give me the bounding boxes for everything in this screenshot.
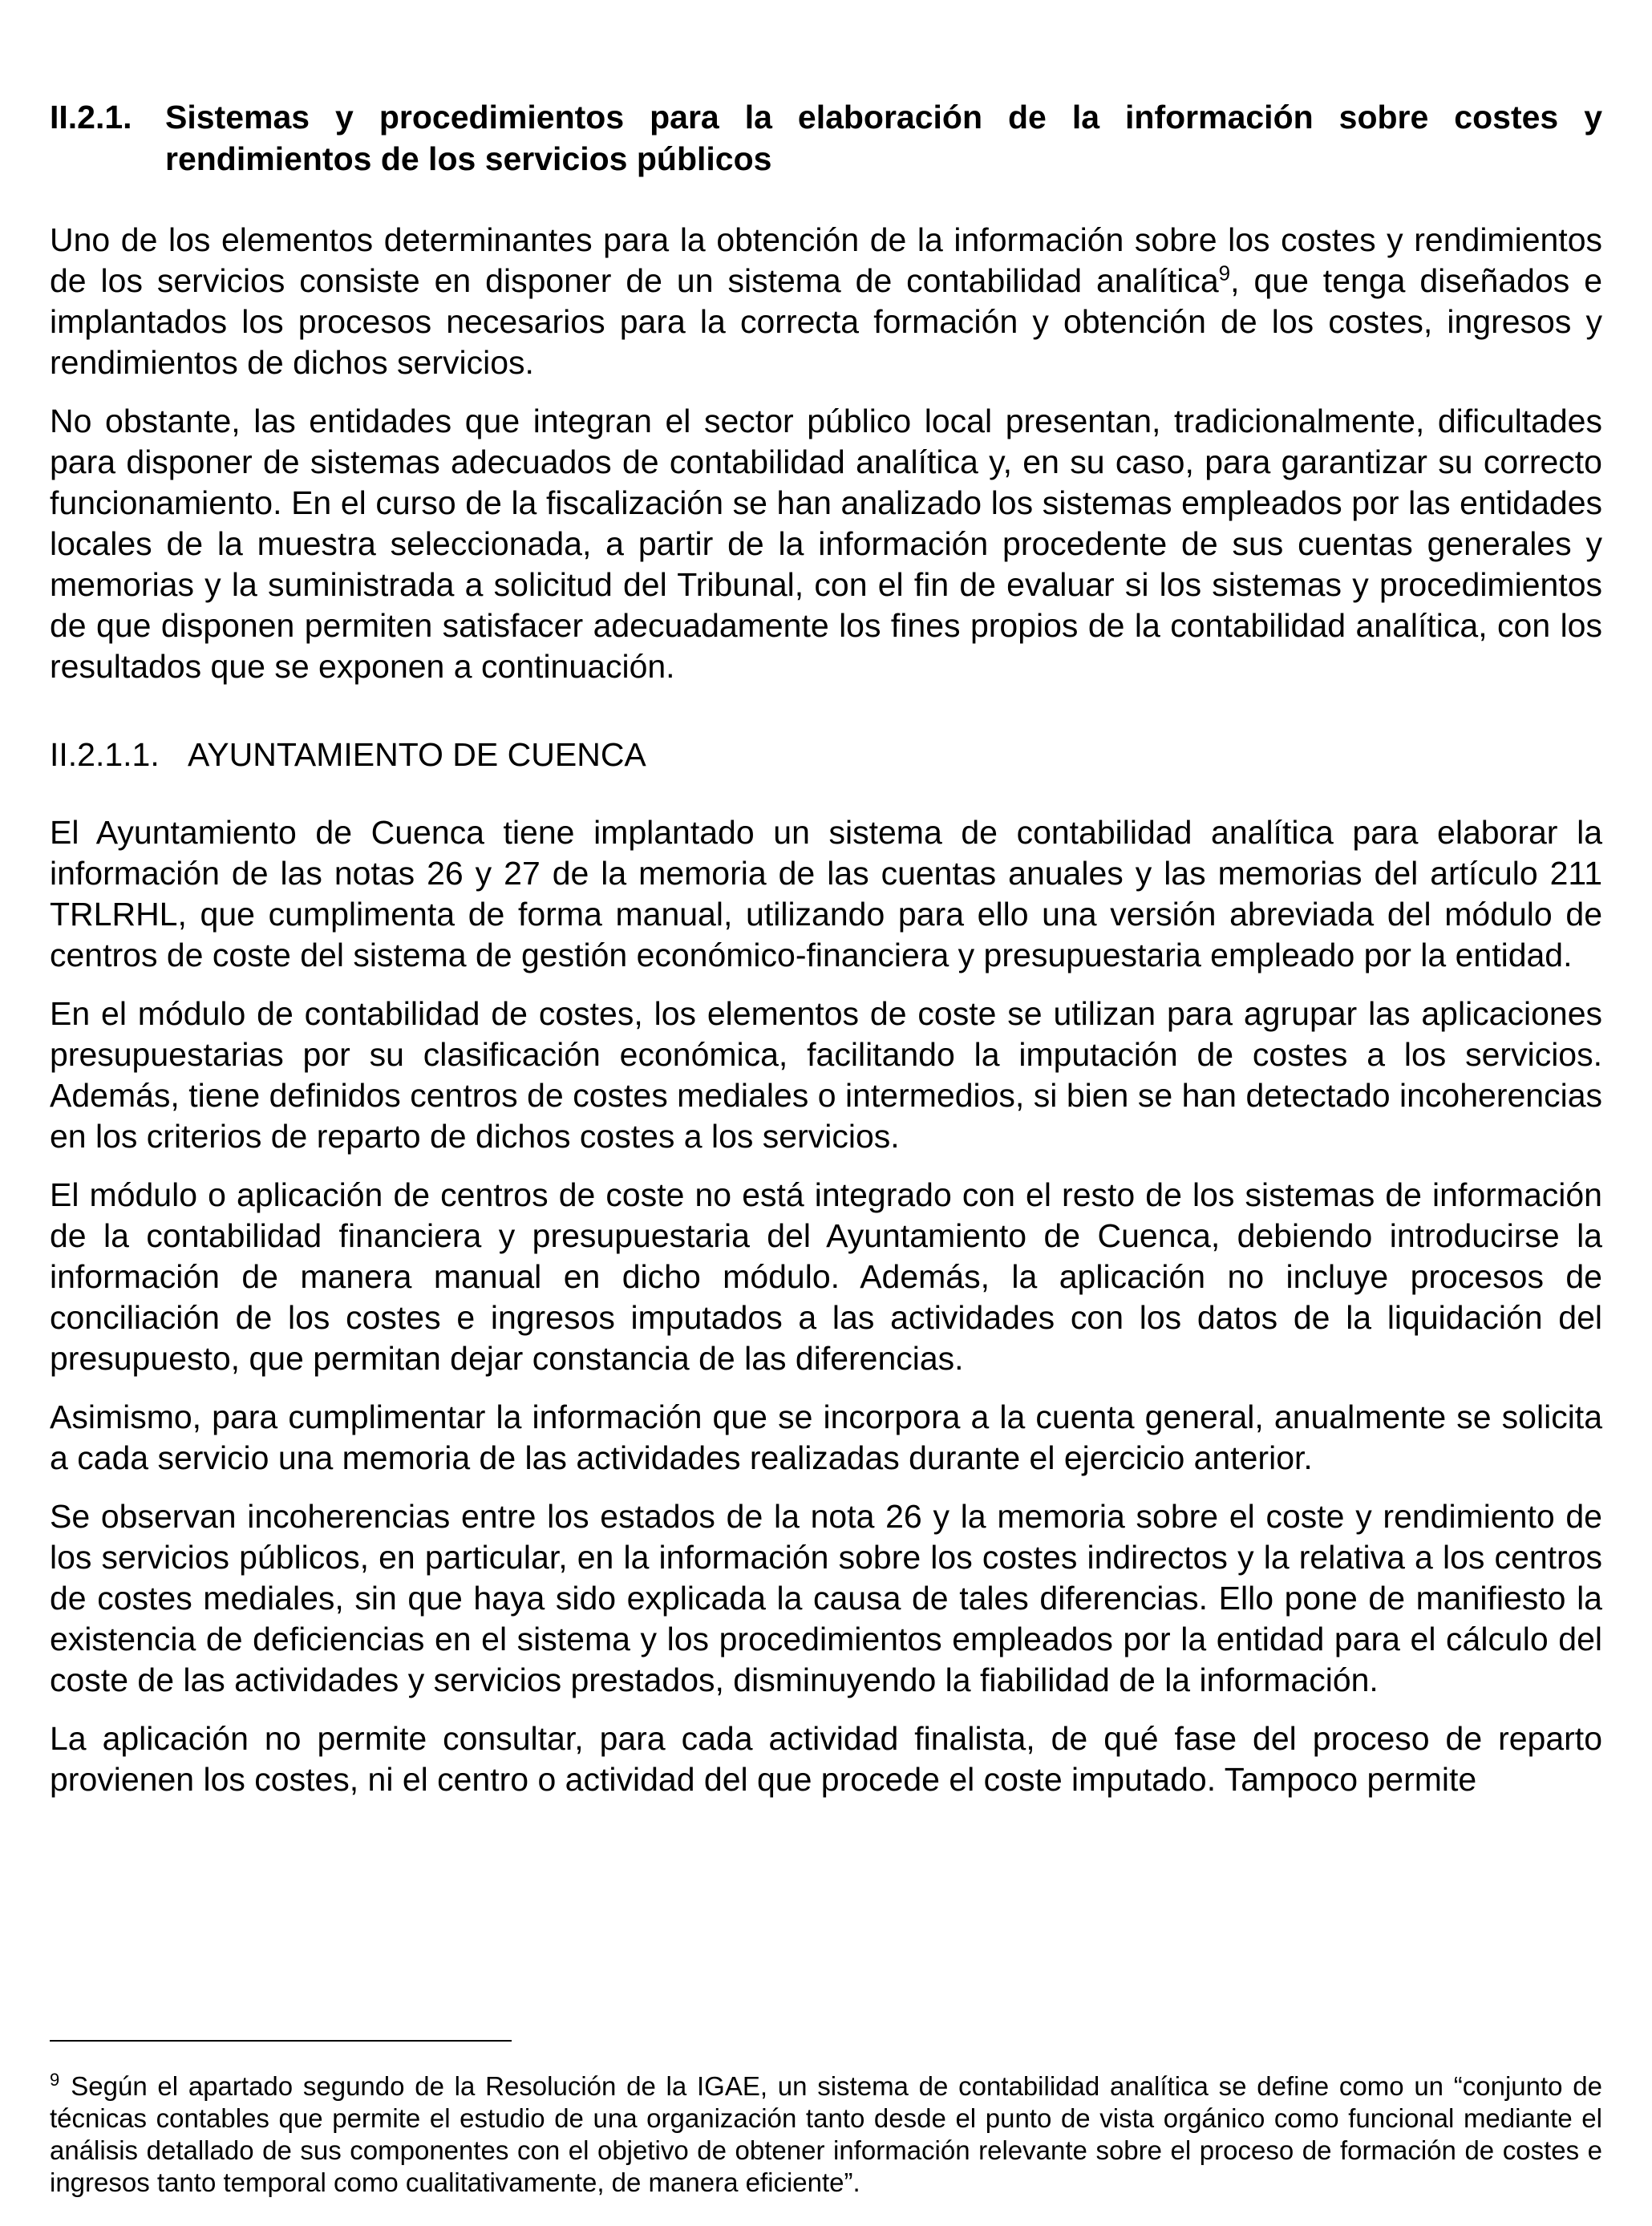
footnote-divider bbox=[50, 2040, 512, 2042]
footnote-marker: 9 bbox=[50, 2070, 60, 2090]
subsection-title: AYUNTAMIENTO DE CUENCA bbox=[188, 736, 646, 773]
body-paragraph: Asimismo, para cumplimentar la información que se incorpora a la cuenta general, anualmente se solicita a cada servicio una memoria de las actividades realizadas durante el ejercicio anterior. bbox=[50, 1398, 1602, 1476]
body-paragraph: En el módulo de contabilidad de costes, los elementos de coste se utilizan para agrupar las aplicaciones presupuestarias por su clasificación económica, facilitando la imputación de costes a los servicios. Además, tiene definidos centros de costes mediales o intermedios, si bien se han detectado incoherencias en los criterios de reparto de dichos costes a los servicios. bbox=[50, 995, 1602, 1155]
document-page bbox=[50, 96, 1602, 1818]
subsection-number: II.2.1.1. bbox=[50, 736, 160, 773]
section-title: Sistemas y procedimientos para la elaboración de la información sobre costes y rendimientos de los servicios públicos bbox=[165, 99, 1602, 177]
intro-paragraph-1-text: Uno de los elementos determinantes para la obtención de la información sobre los costes y rendimientos de los servicios consiste en disponer de un sistema de contabilidad analítica bbox=[50, 221, 1602, 299]
intro-paragraph-1 bbox=[50, 220, 1602, 383]
footnote-reference[interactable]: 9 bbox=[1218, 261, 1231, 285]
intro-paragraph-2: No obstante, las entidades que integran el sector público local presentan, tradicionalmente, dificultades para disponer de sistemas adecuados de contabilidad analítica y, en su caso, para garantizar su correcto funcionamiento. En el curso de la fiscalización se han analizado los sistemas empleados por las entidades locales de la muestra seleccionada, a partir de la información procedente de sus cuentas generales y memorias y la suministrada a solicitud del Tribunal, con el fin de evaluar si los sistemas y procedimientos de que disponen permiten satisfacer adecuadamente los fines propios de la contabilidad analítica, con los resultados que se exponen a continuación. bbox=[50, 403, 1602, 685]
footnote bbox=[50, 2070, 1602, 2199]
subsection-heading bbox=[50, 734, 1602, 775]
intro-paragraph-1-text-cont: , que tenga diseñados e implantados los procesos necesarios para la correcta formación y obtención de los costes, ingresos y rendimientos de dichos servicios. bbox=[50, 262, 1602, 381]
body-paragraph: Se observan incoherencias entre los estados de la nota 26 y la memoria sobre el coste y rendimiento de los servicios públicos, en particular, en la información sobre los costes indirectos y la relativa a los centros de costes mediales, sin que haya sido explicada la causa de tales diferencias. Ello pone de manifiesto la existencia de deficiencias en el sistema y los procedimientos empleados por la entidad para el cálculo del coste de las actividades y servicios prestados, disminuyendo la fiabilidad de la información. bbox=[50, 1498, 1602, 1698]
body-paragraph: La aplicación no permite consultar, para cada actividad finalista, de qué fase del proceso de reparto provienen los costes, ni el centro o actividad del que procede el coste imputado. Tampoco permite bbox=[50, 1720, 1602, 1798]
footnote-text: Según el apartado segundo de la Resolución de la IGAE, un sistema de contabilidad analítica se define como un “conjunto de técnicas contables que permite el estudio de una organización tanto desde el punto de vista orgánico como funcional mediante el análisis detallado de sus componentes con el objetivo de obtener información relevante sobre el proceso de formación de costes e ingresos tanto temporal como cualitativamente, de manera eficiente”. bbox=[50, 2071, 1602, 2197]
section-heading bbox=[50, 96, 1602, 180]
section-number: II.2.1. bbox=[50, 99, 132, 136]
body-paragraph: El módulo o aplicación de centros de coste no está integrado con el resto de los sistemas de información de la contabilidad financiera y presupuestaria del Ayuntamiento de Cuenca, debiendo introducirse la información de manera manual en dicho módulo. Además, la aplicación no incluye procesos de conciliación de los costes e ingresos imputados a las actividades con los datos de la liquidación del presupuesto, que permitan dejar constancia de las diferencias. bbox=[50, 1176, 1602, 1377]
body-paragraph: El Ayuntamiento de Cuenca tiene implantado un sistema de contabilidad analítica para elaborar la información de las notas 26 y 27 de la memoria de las cuentas anuales y las memorias del artículo 211 TRLRHL, que cumplimenta de forma manual, utilizando para ello una versión abreviada del módulo de centros de coste del sistema de gestión económico-financiera y presupuestaria empleado por la entidad. bbox=[50, 814, 1602, 973]
